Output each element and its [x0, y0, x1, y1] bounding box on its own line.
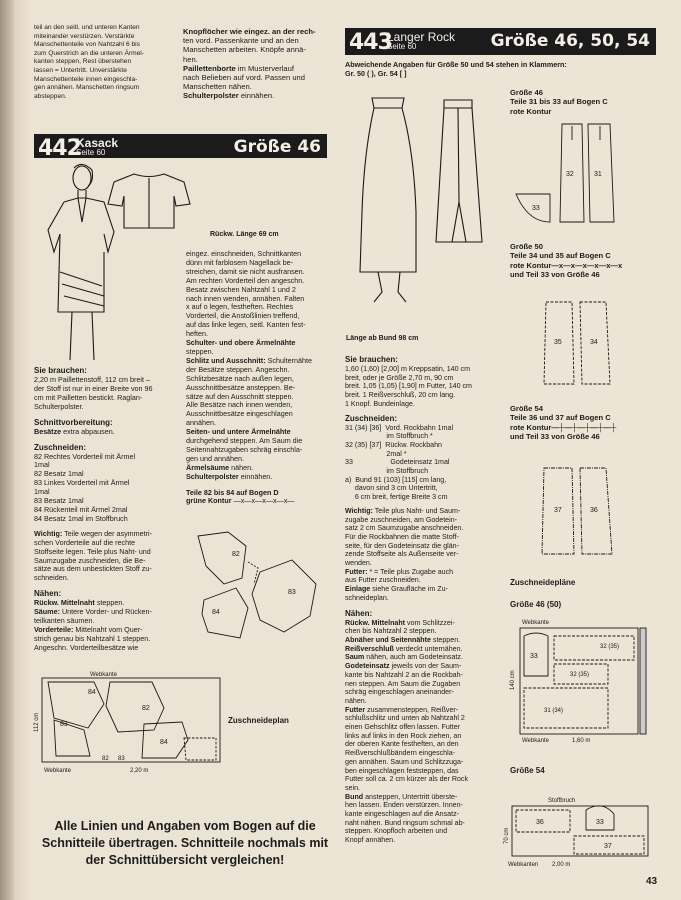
text-line: streichen, damit sie nicht ausfransen. — [186, 266, 305, 276]
plan46-piece-c: 31 (34) — [544, 708, 564, 714]
text-line: sätze auf den Ausschnitt steppen. — [186, 391, 294, 401]
text-line: Futter soll ca. 2 cm kürzer als der Rock — [345, 775, 468, 784]
text-line: wenden. — [345, 559, 372, 568]
section-number: 443 — [349, 30, 392, 55]
text-line: Besatz zwischen Nahtzahl 1 und 2 — [186, 284, 296, 294]
text-line: Vorderteil, die Anstoßlinien treffend, — [186, 311, 300, 321]
text-line: nach innen wenden, annähen. Falten — [186, 293, 305, 303]
step-text: zusammensteppen, Reißver- — [365, 705, 459, 714]
step-label: Godeteinsatz — [345, 662, 390, 671]
step-text: jeweils von der Saum- — [389, 662, 462, 671]
text-line: der oberen Kante festheften, an den — [345, 740, 459, 749]
text-line: im Stoffbruch — [345, 467, 429, 476]
text-line: auf das linke legen, seitl. Kanten fest- — [186, 320, 306, 330]
text-line: Manschettenteile von Nahtzahl 6 bis — [34, 41, 140, 49]
text-line: steppen. Knopfloch arbeiten und — [345, 827, 448, 836]
text-line: cm mit Pailletten bestickt. Raglan- — [34, 392, 143, 402]
plan46-piece-a: 32 (35) — [600, 644, 620, 650]
text-line: 84 Rückenteil mit Ärmel 2mal — [34, 504, 128, 514]
text-line: 32 (35) [37] Rückw. Rockbahn — [345, 440, 442, 449]
kasack-cutting-plan — [34, 668, 224, 776]
width-label: 112 cm — [34, 712, 40, 732]
s442-left-text: Sie brauchen: 2,20 m Paillettenstoff, 112 cm breit – der Stoff ist nur in einer Breite von 96 cm mit Pailletten bestickt. Raglan- Schulterpolster. Schnittvorbereitung: Besätze extra abpausen. Zuschneiden: 82 Rechtes Vorderteil mit Ärmel 1mal 82 Besatz 1mal 83 Linkes Vorderteil mit Ärmel 1mal 83 Besatz 1mal 84 Rückenteil mit Ärmel 2mal 84 Besatz 1mal im Stoffbruch Wichtig: Teile wegen der asymmetri- schen Vorderteile auf die rechte Stoffseite legen. Teile plus Naht- und Saumzugabe zuschneiden, die Be- sätze aus dem unbestickten Stoff zu- schneiden. Nähen: Rückw. Mittelnaht steppen. Säume: Untere Vorder- und Rücken- teilkanten säumen. Vorderteile: Mittelnaht vom Quer- strich genau bis Nahtzahl 1 steppen. Angeschn. Vorderteilbesätze wie — [34, 366, 182, 653]
kasack-pattern-overview — [188, 528, 328, 648]
s443-variant-note: Abweichende Angaben für Größe 50 und 54 stehen in Klammern: Gr. 50 ( ), Gr. 54 [ ] — [345, 60, 567, 79]
step-text: steppen. — [430, 635, 461, 644]
plan46-width: 140 cm — [510, 670, 516, 690]
text-line: sein. — [345, 783, 360, 792]
text-line: Ausschnittbesätze ansteppen. Be- — [186, 382, 296, 392]
step-label: Rückw. Mittelnaht — [345, 618, 406, 627]
text-line: Knopf annähen. — [345, 836, 396, 845]
text-line: Für die Rockbahnen die matte Stoff- — [345, 532, 459, 541]
text-line: 82 Besatz 1mal — [34, 469, 84, 479]
section-title: Langer Rock — [387, 30, 456, 44]
sewing-step — [345, 619, 505, 628]
piece-37: 37 — [554, 507, 562, 514]
text-line: 83 Linkes Vorderteil mit Ärmel — [34, 478, 130, 488]
step-label: Abnäher und Seitennähte — [345, 635, 431, 644]
section-443-header — [345, 28, 656, 55]
text-line: 2mal * — [345, 449, 407, 458]
text-line: Schlitzbesätze nach außen legen, — [186, 373, 294, 383]
text-line: kante bis Nahtzahl 2 an die Rockbah- — [345, 670, 463, 679]
back-length: Rückw. Länge 69 cm — [210, 231, 279, 238]
plan-piece-83b: 83 — [118, 756, 125, 762]
col1-top-text — [34, 24, 184, 101]
size54-info: Größe 54 Teile 36 und 37 auf Bogen C rote Kontur—┼—┼—┼—┼—┼ und Teil 33 von Größe 46 — [510, 404, 617, 442]
text-line: im Stoffbruch * — [345, 432, 433, 441]
text-line: 2,20 m Paillettenstoff, 112 cm breit – — [34, 375, 150, 384]
plan46-webkante: Webkante — [522, 620, 549, 626]
step-label: Reißverschluß — [345, 644, 394, 653]
section-page: Seite 60 — [76, 148, 106, 157]
size46-info: Größe 46 Teile 31 bis 33 auf Bogen C rote Kontur — [510, 88, 608, 116]
section-size: Größe 46, 50, 54 — [490, 31, 650, 51]
text-line: zum Querstrich an die unteren Ärmel- — [34, 49, 144, 57]
binding-shadow — [0, 0, 14, 900]
piece-83: 83 — [288, 589, 296, 596]
section-number: 442 — [38, 136, 81, 161]
text-line: satz 2 cm Saumzugabe anschneiden. — [345, 524, 464, 533]
plan-piece-83: 83 — [60, 721, 68, 728]
sewing-step — [345, 636, 505, 645]
text-line: einen Gehschlitz offen lassen. Futter — [345, 723, 461, 732]
text-line: 83 Besatz 1mal — [34, 496, 84, 506]
text-line: Alle Besätze nach innen wenden, — [186, 400, 293, 410]
skirt-cutting-plan-46 — [508, 618, 658, 748]
step-label: Bund — [345, 792, 364, 801]
sewing-step — [345, 662, 505, 671]
text-line: x auf o legen, festheften. Rechtes — [186, 302, 294, 312]
text-line: nen steppen. Am Saum die Zugaben — [345, 679, 461, 688]
text-line: miteinander verstürzen. Verstärkte — [34, 32, 135, 40]
sewing-step — [345, 793, 505, 802]
text-line: zende Stoffseite als Außenseite ver- — [345, 550, 459, 559]
webkante-label: Webkante — [90, 672, 117, 678]
plan-piece-82: 82 — [142, 705, 150, 712]
text-line: schräg eingeschlagen aneinander- — [345, 688, 454, 697]
text-line: zugabe zuschneiden, am Godetein- — [345, 515, 457, 524]
length-label: 2,20 m — [130, 768, 149, 774]
cutting-plan-title: Zuschneideplan — [228, 716, 289, 725]
plan54-piece-33: 33 — [596, 819, 604, 826]
plan-piece-84: 84 — [88, 689, 96, 696]
text-line: teil an den seitl. und unteren Kanten — [34, 24, 140, 31]
plan46-piece-b: 32 (35) — [570, 672, 590, 678]
text-line: Angeschn. Vorderteilbesätze wie — [34, 642, 139, 652]
piece-31: 31 — [594, 171, 602, 178]
skirt-cutting-plan-54 — [504, 790, 654, 870]
text-line: sätze aus dem unbestickten Stoff zu- — [34, 564, 152, 574]
text-line: Manschetten nähen. — [183, 82, 252, 92]
piece-84: 84 — [212, 609, 220, 616]
cutting-plans-title: Zuschneidepläne — [510, 578, 576, 587]
plan46-webkante-bottom: Webkante — [522, 738, 549, 744]
text-line: strich genau bis Nahtzahl 1 steppen. — [34, 633, 151, 643]
s442-middle-text: eingez. einschneiden, Schnittkanten dünn mit farblosem Nagellack be- streichen, damit sie nicht ausfransen. Am rechten Vorderteil den angeschn. Besatz zwischen Nahtzahl 1 und 2 nach innen wenden, annähen. Falten x auf o legen, festheften. Rechtes Vorderteil, die Anstoßlinien treffend, auf das linke legen, seitl. Kanten fest- heften. Schulter- und obere Ärmelnähte steppen. Schlitz und Ausschnitt: Schulternähte der Besätze steppen. Angeschn. Schlitzbesätze nach außen legen, Ausschnittbesätze ansteppen. Be- sätze auf den Ausschnitt steppen. Alle Besätze nach innen wenden, Ausschnittbesätze eingeschlagen annähen. Seiten- und untere Ärmelnähte durchgehend steppen. Am Saum die Seitennahtzugaben schräg einschla- gen und annähen. Ärmelsäume nähen. Schulterpolster einnähen. Teile 82 bis 84 auf Bogen D grüne Kontur —x—x—x—x—x— — [186, 250, 336, 506]
size50-pattern — [540, 296, 630, 386]
text-line: gen annähen. Manschetten ringsum — [34, 84, 140, 92]
size50-info: Größe 50 Teile 34 und 35 auf Bogen C rote Kontur—x—x—x—x—x—x und Teil 33 von Größe 46 — [510, 242, 623, 280]
text-line: 31 (34) [36] Vord. Rockbahn 1mal — [345, 423, 454, 432]
sewing-step — [345, 706, 505, 715]
text-line: Seitennahtzugaben schräg einschla- — [186, 444, 303, 454]
text-line: breit. 1 Reißverschluß, 20 cm lang. — [345, 391, 455, 400]
text-line: gen annähen. Saum und Schlitzzuga- — [345, 757, 464, 766]
piece-34: 34 — [590, 339, 598, 346]
col2-top-text: Knopflöcher wie eingez. an der rech- ten vord. Passenkante und an den Manschetten arbeiten. Knöpfe annä- hen. Paillettenborte im Musterverlauf nach Belieben auf vord. Passen und Manschetten nähen. Schulterpolster einnähen. — [183, 27, 333, 101]
plan-piece-84b: 84 — [160, 739, 168, 746]
text-line: Manschettenteile innen eingeschla- — [34, 75, 138, 83]
text-line: eingez. einschneiden, Schnittkanten — [186, 249, 302, 258]
sewing-step — [345, 653, 505, 662]
skirt-illustration — [344, 92, 494, 312]
text-line: Schulterpolster. — [34, 401, 84, 411]
plan46-piece-33: 33 — [530, 653, 538, 660]
step-text: nähen, auch am Godeteinsatz. — [364, 653, 463, 662]
text-line: Manschetten arbeiten. Knöpfe annä- — [183, 45, 306, 55]
page-number: 43 — [646, 876, 658, 887]
size54-pattern — [540, 462, 630, 558]
step-label: Futter — [345, 705, 366, 714]
text-line: seite, für den Godeteinsatz die glän- — [345, 541, 459, 550]
text-line: Saumzugabe zuschneiden, die Be- — [34, 555, 146, 565]
text-line: a) Bund 91 (103) [115] cm lang, — [345, 475, 447, 484]
footer-note: Alle Linien und Angaben vom Bogen auf die Schnitteile übertragen. Schnitteile nochmals mit der Schnittübersicht vergleichen! — [41, 819, 329, 867]
plan54-piece-37: 37 — [604, 843, 612, 850]
step-text: ansteppen, Untertritt überste- — [363, 792, 458, 801]
text-line: Am rechten Vorderteil den angeschn. — [186, 275, 305, 285]
plan54-width: 70 cm — [504, 827, 510, 844]
text-line: 1mal — [34, 460, 50, 470]
section-size: Größe 46 — [233, 137, 321, 157]
text-line: dünn mit farblosem Nagellack be- — [186, 257, 294, 267]
plan54-title: Größe 54 — [510, 766, 545, 775]
text-line: durchgehend steppen. Am Saum die — [186, 436, 303, 446]
size46-pattern — [510, 118, 630, 228]
text-line: schneiden. — [34, 573, 69, 583]
s443-text: Sie brauchen: 1,60 (1,60) [2,00] m Kreppsatin, 140 cm breit, oder je Größe 2,70 m, 90 cm breit. 1,05 (1,05) [1,90] m Futter, 140 cm breit. 1 Reißverschluß, 20 cm lang. 1 Knopf. Bundeinlage. Zuschneiden: 31 (34) [36] Vord. Rockbahn 1mal im Stoffbruch * 32 (35) [37] Rückw. Rockbahn 2mal * 33 Godeteinsatz 1mal im Stoffbruch a) Bund 91 (103) [115] cm lang, davon sind 3 cm Untertritt, 6 cm breit, fertige Breite 3 cm Wichtig: Teile plus Naht- und Saum- zugabe zuschneiden, am Godetein- satz 2 cm Saumzugabe anschneiden. Für die Rockbahnen die matte Stoff- seite, für den Godeteinsatz die glän- zende Stoffseite als Außenseite ver- wenden. Futter: * = Teile plus Zugabe auch aus Futter zuschneiden. Einlage siehe Graufläche im Zu- schneideplan. Nähen: Rückw. Mittelnaht vom Schlitzzei- chen bis Nahtzahl 2 steppen. Abnäher und Seitennähte steppen. Reißverschluß verdeckt unternähen. Saum nähen, auch am Godeteinsatz. Godeteinsatz jeweils von der Saum- kante bis Nahtzahl 2 an die Rockbah- nen steppen. Am Saum die Zugaben schräg eingeschlagen aneinander- nähen. Futter zusammensteppen, Reißver- schlußschlitz und unten ab Nahtzahl 2 einen Gehschlitz offen lassen. Futter links auf links in den Rock ziehen, an der oberen Kante festheften, an den Reißverschlußbändern eingeschla- gen annähen. Saum und Schlitzzuga- ben eingeschlagen feststeppen, das Futter soll ca. 2 cm kürzer als der Rock sein. Bund ansteppen, Untertritt überste- hen lassen. Enden verstürzen. Innen- kante eingeschlagen auf die Ansatz- naht nähen. Bund ringsum schmal ab- steppen. Knopfloch arbeiten und Knopf annähen. — [345, 355, 505, 845]
text-line: der Stoff ist nur in einer Breite von 96 — [34, 383, 153, 393]
text-line: kanten steppen, Rest überstehen — [34, 58, 132, 66]
text-line: Stoffseite legen. Teile plus Naht- und — [34, 546, 151, 556]
skirt-length: Länge ab Bund 98 cm — [346, 335, 419, 342]
webkante-bottom-label: Webkante — [44, 768, 71, 774]
text-line: 33 Godeteinsatz 1mal — [345, 458, 450, 467]
plan46-length: 1,60 m — [572, 738, 591, 744]
text-line: breit, oder je Größe 2,70 m, 90 cm — [345, 373, 454, 382]
piece-36: 36 — [590, 507, 598, 514]
text-line: hen lassen. Enden verstürzen. Innen- — [345, 801, 463, 810]
text-line: 6 cm breit, fertige Breite 3 cm — [345, 493, 448, 502]
text-line: Ausschnittbesätze eingeschlagen — [186, 409, 293, 419]
section-442-header — [34, 134, 327, 161]
text-line: ten vord. Passenkante und an den — [183, 36, 299, 46]
text-line: hen. — [183, 54, 198, 64]
text-line: breit. 1,05 (1,05) [1,90] m Futter, 140 cm — [345, 382, 472, 391]
piece-82: 82 — [232, 551, 240, 558]
section-page: Seite 60 — [387, 42, 417, 51]
text-line: gen und annähen. — [186, 453, 244, 463]
text-line: lassen = Untertritt. Unverstärkte — [34, 66, 127, 74]
plan54-piece-36: 36 — [536, 819, 544, 826]
text-line: Reißverschlußbändern eingeschla- — [345, 749, 456, 758]
text-line: 84 Besatz 1mal im Stoffbruch — [34, 513, 128, 523]
text-line: nähen. — [345, 696, 367, 705]
text-line: kante eingeschlagen auf die Ansatz- — [345, 810, 459, 819]
sewing-step — [345, 645, 505, 654]
text-line: absteppen. — [34, 92, 67, 100]
text-line: naht nähen. Bund ringsum schmal ab- — [345, 818, 465, 827]
piece-35: 35 — [554, 339, 562, 346]
piece-33: 33 — [532, 205, 540, 212]
text-line: heften. — [186, 329, 208, 339]
plan54-stoffbruch: Stoffbruch — [548, 798, 576, 804]
text-line: ben eingeschlagen feststeppen, das — [345, 766, 459, 775]
text-line: davon sind 3 cm Untertritt, — [345, 484, 438, 493]
text-line: 1,60 (1,60) [2,00] m Kreppsatin, 140 cm — [345, 365, 470, 373]
text-line: 82 Rechtes Vorderteil mit Ärmel — [34, 451, 136, 461]
piece-32: 32 — [566, 171, 574, 178]
text-line: der Besätze steppen. Angeschn. — [186, 364, 290, 374]
text-line: 1mal — [34, 487, 50, 497]
text-line: nach Belieben auf vord. Passen und — [183, 73, 306, 83]
step-label: Saum — [345, 653, 365, 662]
text-line: 1 Knopf. Bundeinlage. — [345, 399, 415, 408]
text-line: annähen. — [186, 418, 216, 428]
text-line: links auf links in den Rock ziehen, an — [345, 731, 462, 740]
plan54-length: 2,00 m — [552, 862, 571, 868]
step-text: vom Schlitzzei- — [405, 618, 455, 627]
text-line: schlußschlitz und unten ab Nahtzahl 2 — [345, 714, 465, 723]
step-text: verdeckt unternähen. — [393, 644, 463, 653]
plan46-title: Größe 46 (50) — [510, 600, 562, 609]
section-title: Kasack — [76, 136, 119, 150]
text-line: schen Vorderteile auf die rechte — [34, 537, 136, 547]
plan-piece-82b: 82 — [102, 756, 109, 762]
plan54-webkanten: Webkanten — [508, 862, 539, 868]
text-line: chen bis Nahtzahl 2 steppen. — [345, 627, 437, 636]
kasack-back-illustration — [104, 170, 194, 232]
